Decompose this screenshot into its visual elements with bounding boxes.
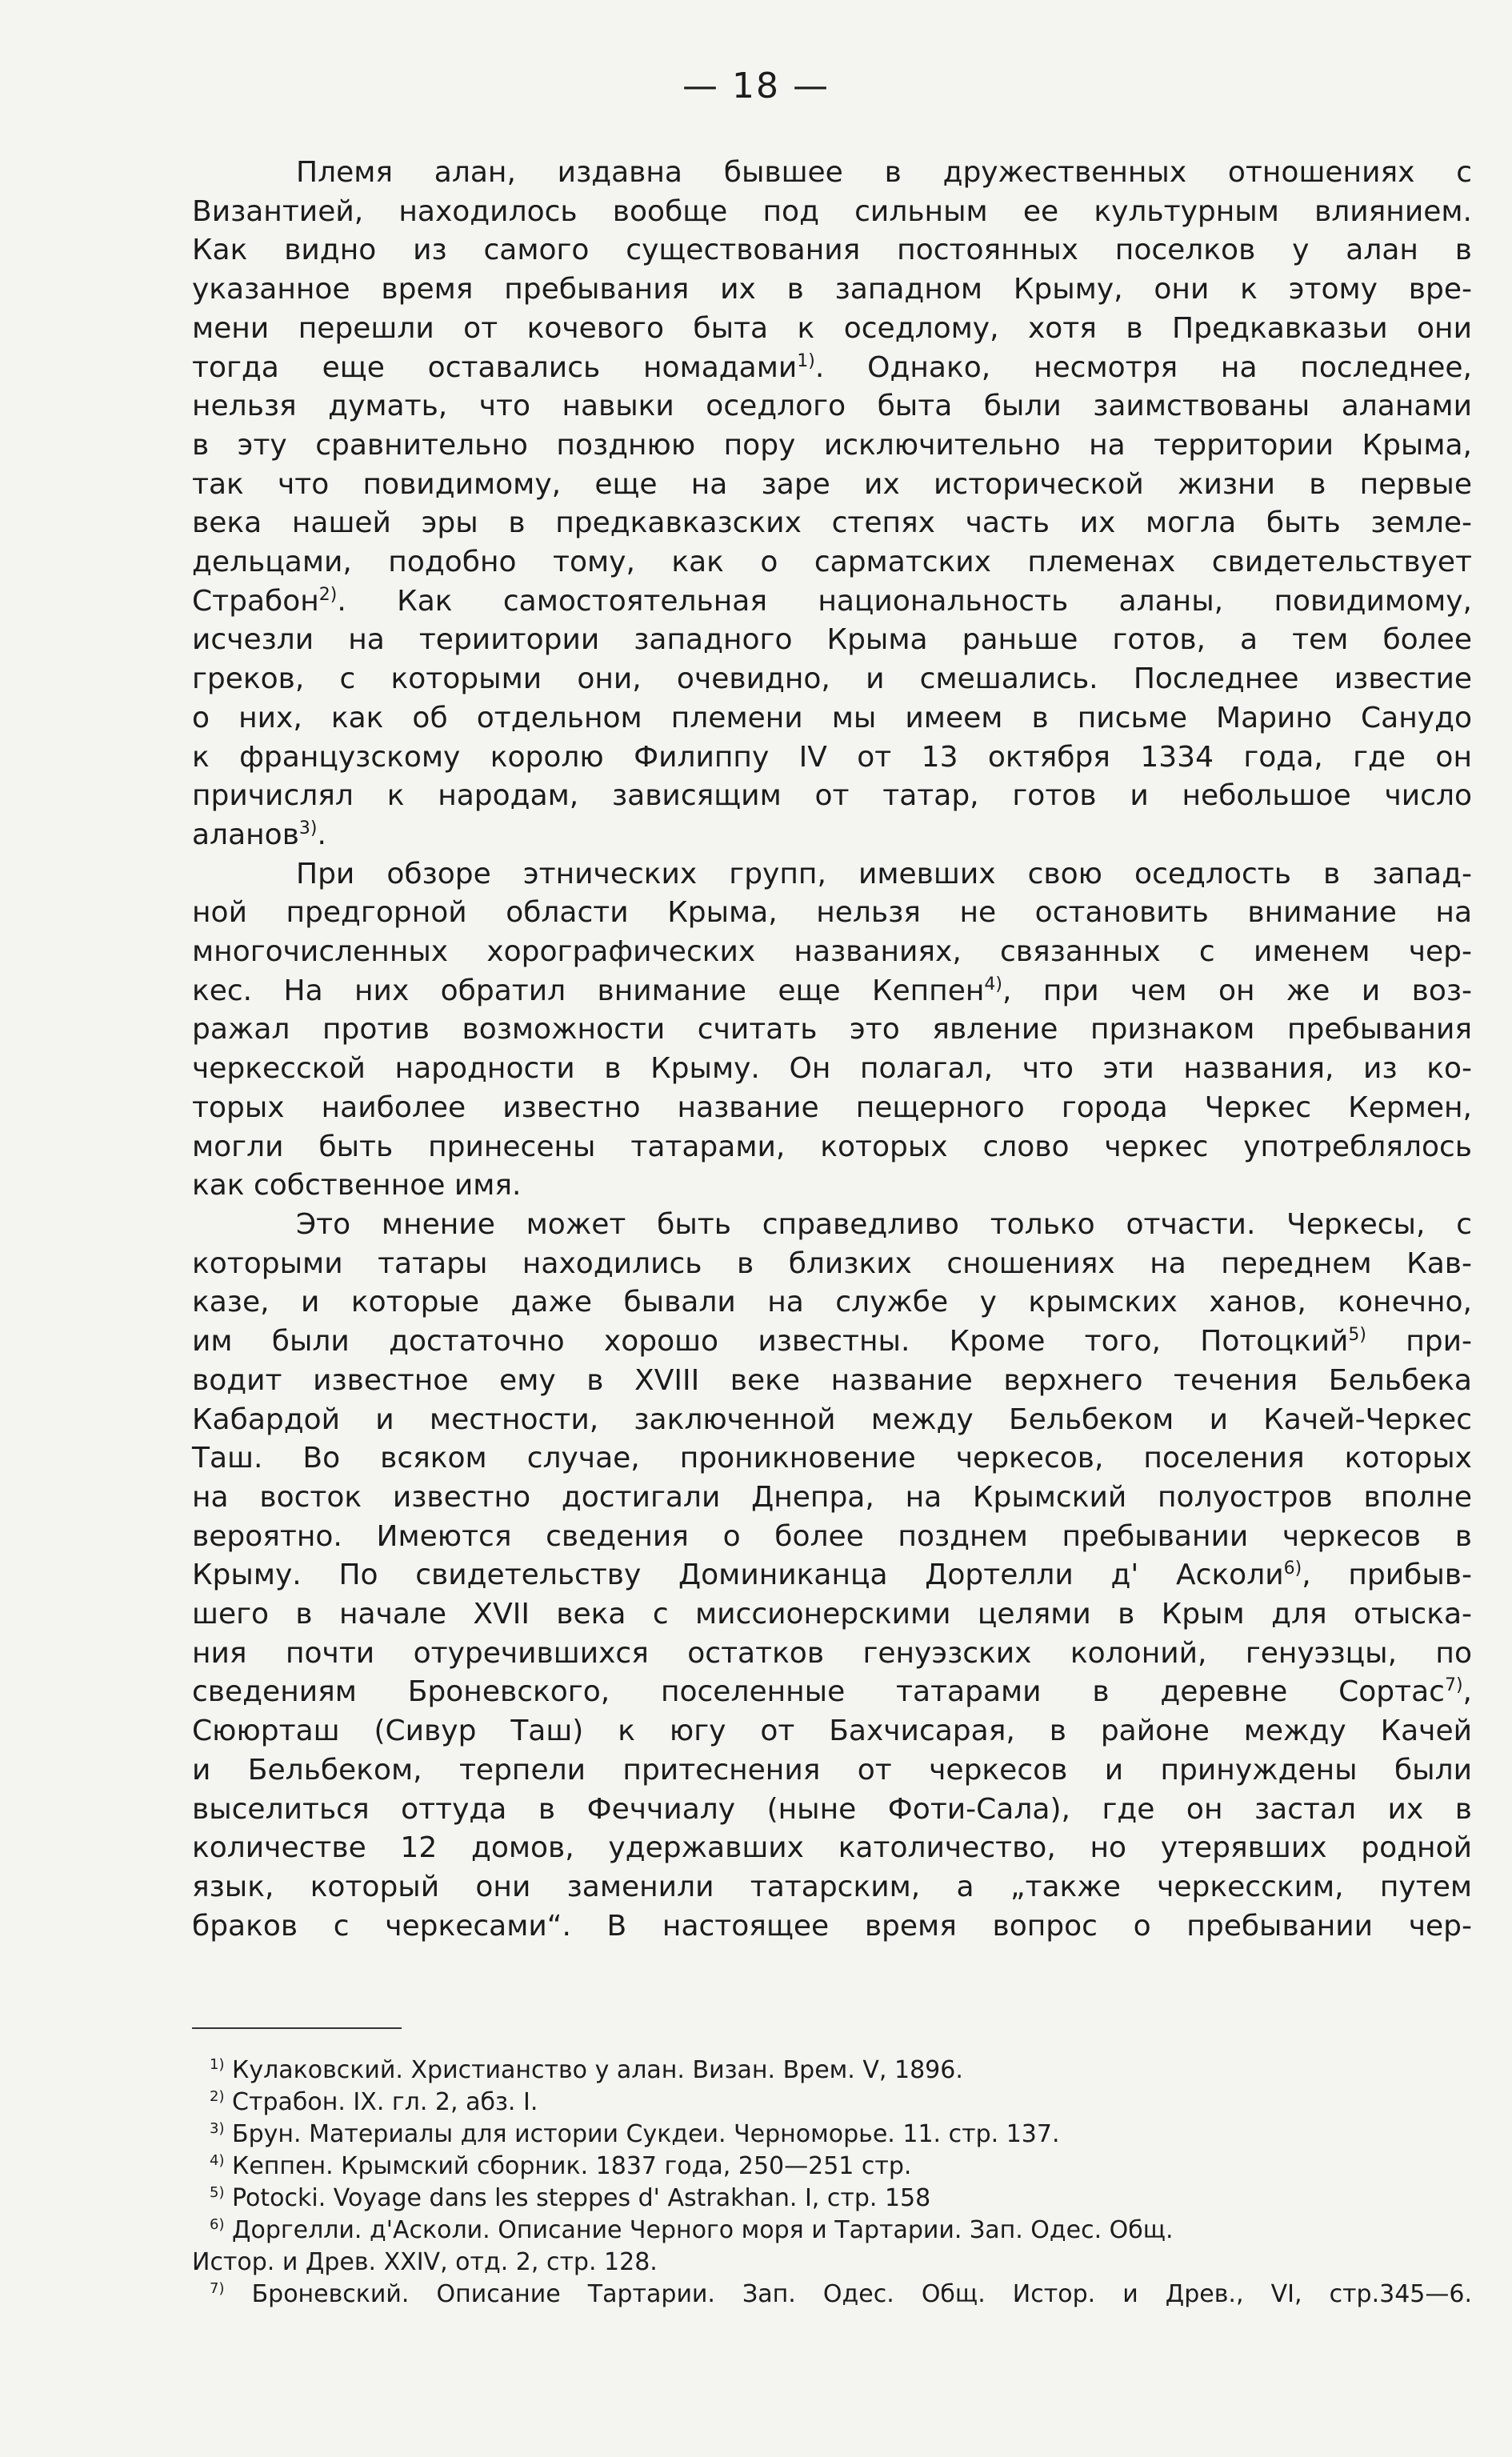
text-segment: Крыму. По свидетельству Доминиканца Дортелли д' Асколи	[192, 1559, 1284, 1592]
text-line	[192, 193, 1472, 232]
text-segment: водит известное ему в XVIII веке название верхнего течения Бельбека	[192, 1363, 1472, 1397]
text-line	[192, 777, 1472, 816]
text-line	[192, 1556, 1472, 1595]
text-line	[192, 816, 1472, 855]
footnote	[210, 2087, 1474, 2119]
text-line	[192, 1751, 1472, 1791]
text-line	[192, 543, 1472, 582]
text-line	[192, 1128, 1472, 1167]
text-line	[192, 310, 1472, 349]
text-line	[192, 504, 1472, 543]
text-line	[192, 855, 1472, 894]
text-segment: века нашей эры в предкавказских степях часть их могла быть земле-	[192, 506, 1472, 540]
footnote-ref: 5)	[1348, 1325, 1366, 1346]
footnote-ref: 7)	[1444, 1675, 1463, 1696]
text-line	[192, 1166, 1472, 1206]
text-segment: Таш. Во всяком случае, проникновение черкесов, поселения которых	[192, 1442, 1472, 1475]
footnote-ref: 1)	[797, 350, 815, 371]
footnote	[210, 2119, 1474, 2151]
footnote-number: 2)	[210, 2088, 225, 2105]
text-line	[192, 1323, 1472, 1362]
text-segment: нельзя думать, что навыки оседлого быта были заимствованы аланами	[192, 390, 1472, 423]
text-line	[192, 699, 1472, 738]
text-segment: браков с черкесами“. В настоящее время вопрос о пребывании чер-	[192, 1909, 1472, 1943]
text-line	[192, 621, 1472, 660]
footnote-ref: 2)	[318, 584, 338, 605]
text-line	[192, 660, 1472, 699]
text-line	[192, 1362, 1472, 1401]
text-segment: на восток известно достигали Днепра, на Крымский полуостров вполне	[192, 1480, 1472, 1514]
footnote-ref: 3)	[298, 818, 318, 838]
text-segment: многочисленных хорографических названиях, связанных с именем чер-	[192, 935, 1472, 969]
footnote-ref: 4)	[984, 974, 1002, 994]
text-segment: о них, как об отдельном племени мы имеем в письме Марино Санудо	[192, 701, 1472, 734]
footnote	[210, 2055, 1474, 2087]
text-line	[192, 933, 1472, 972]
text-segment: казе, и которые даже бывали на службе у крымских ханов, конечно,	[192, 1286, 1472, 1319]
text-segment: тогда еще оставались номадами	[192, 350, 798, 384]
text-line	[192, 1673, 1472, 1712]
text-segment: Племя алан, издавна бывшее в дружественных отношениях с	[296, 156, 1472, 189]
main-text	[192, 154, 1472, 1946]
text-segment: . Как самостоятельная национальность аланы, повидимому,	[337, 584, 1472, 618]
text-line	[192, 154, 1472, 193]
text-line	[192, 387, 1472, 426]
footnote-text: Брун. Материалы для истории Сукдеи. Черноморье. 11. стр. 137.	[232, 2120, 1060, 2148]
text-segment: дельцами, подобно тому, как о сарматских племенах свидетельствует	[192, 546, 1472, 579]
text-line	[192, 1439, 1472, 1479]
text-segment: греков, с которыми они, очевидно, и смешались. Последнее известие	[192, 662, 1472, 696]
footnote-text: Броневский. Описание Тартарии. Зап. Одес. Общ. Истор. и Древ., VI, стр.345—6.	[251, 2280, 1472, 2308]
text-line	[192, 1479, 1472, 1518]
text-segment: . Однако, несмотря на последнее,	[814, 350, 1472, 384]
footnote-divider	[192, 2027, 402, 2029]
footnote-number: 4)	[210, 2152, 225, 2169]
footnote-number: 3)	[210, 2120, 225, 2137]
footnote-text: Истор. и Древ. XXIV, отд. 2, стр. 128.	[192, 2248, 658, 2276]
text-segment: сведениям Броневского, поселенные татарами в деревне Сортас	[192, 1675, 1445, 1709]
text-segment: Кабардой и местности, заключенной между Бельбеком и Качей-Черкес	[192, 1403, 1472, 1436]
footnote-text: Доргелли. д'Асколи. Описание Черного моря и Тартарии. Зап. Одес. Общ.	[232, 2216, 1174, 2244]
text-line	[192, 1283, 1472, 1323]
text-line	[192, 1829, 1472, 1868]
text-segment: при-	[1366, 1325, 1473, 1359]
footnote-number: 6)	[210, 2216, 225, 2233]
text-segment: к французскому королю Филиппу IV от 13 октября 1334 года, где он	[192, 740, 1472, 774]
text-segment: вероятно. Имеются сведения о более позднем пребывании черкесов в	[192, 1519, 1472, 1553]
text-segment: .	[317, 818, 326, 851]
footnote-text: Страбон. IX. гл. 2, абз. I.	[232, 2088, 538, 2116]
text-line	[192, 894, 1472, 933]
text-segment: черкесской народности в Крыму. Он полагал, что эти названия, из ко-	[192, 1052, 1472, 1086]
text-line	[192, 582, 1472, 622]
text-segment: ной предгорной области Крыма, нельзя не остановить внимание на	[192, 896, 1472, 930]
text-line	[192, 1907, 1472, 1947]
text-segment: Византией, находилось вообще под сильным ее культурным влиянием.	[192, 194, 1472, 228]
text-line	[192, 1635, 1472, 1674]
footnote	[210, 2279, 1472, 2311]
text-segment: количестве 12 домов, удержавших католичество, но утерявших родной	[192, 1831, 1472, 1865]
text-segment: мени перешли от кочевого быта к оседлому, хотя в Предкавказьи они	[192, 311, 1472, 345]
text-segment: Сююрташ (Сивур Таш) к югу от Бахчисарая, в районе между Качей	[192, 1715, 1472, 1748]
text-segment: и Бельбеком, терпели притеснения от черкесов и принуждены были	[192, 1753, 1472, 1787]
text-line	[192, 1089, 1472, 1128]
text-line	[192, 1712, 1472, 1751]
text-segment: ражал против возможности считать это явление признаком пребывания	[192, 1013, 1472, 1046]
text-segment: ,	[1462, 1675, 1472, 1709]
text-line	[192, 1010, 1472, 1050]
text-line	[192, 1050, 1472, 1089]
text-line	[192, 1868, 1472, 1907]
text-line	[192, 972, 1472, 1011]
footnote	[192, 2247, 1474, 2279]
text-segment: могли быть принесены татарами, которых слово черкес употреблялось	[192, 1130, 1472, 1163]
footnote-number: 7)	[210, 2280, 225, 2297]
text-segment: язык, который они заменили татарским, а „также черкесским, путем	[192, 1870, 1472, 1903]
text-line	[192, 270, 1472, 310]
text-segment: аланов	[192, 818, 299, 851]
text-line	[192, 1401, 1472, 1440]
text-line	[192, 1518, 1472, 1557]
text-line	[192, 1791, 1472, 1830]
footnote-text: Кулаковский. Христианство у алан. Визан. Врем. V, 1896.	[232, 2056, 963, 2084]
text-line	[192, 349, 1472, 388]
footnote	[210, 2183, 1474, 2215]
text-segment: При обзоре этнических групп, имевших свою оседлость в запад-	[296, 857, 1472, 890]
text-line	[192, 1206, 1472, 1245]
footnote-ref: 6)	[1283, 1559, 1302, 1579]
text-line	[192, 1595, 1472, 1635]
text-segment: кес. На них обратил внимание еще Кеппен	[192, 974, 985, 1007]
page-number: — 18 —	[682, 66, 830, 106]
text-segment: им были достаточно хорошо известны. Кроме того, Потоцкий	[192, 1325, 1349, 1359]
text-segment: указанное время пребывания их в западном Крыму, они к этому вре-	[192, 273, 1472, 306]
text-line	[192, 466, 1472, 505]
footnote-number: 5)	[210, 2184, 225, 2201]
text-segment: Как видно из самого существования постоянных поселков у алан в	[192, 234, 1472, 267]
text-segment: Это мнение может быть справедливо только отчасти. Черкесы, с	[296, 1207, 1472, 1241]
text-segment: торых наиболее известно название пещерного города Черкес Кермен,	[192, 1090, 1472, 1124]
text-segment: причислял к народам, зависящим от татар, готов и небольшое число	[192, 779, 1472, 813]
footnotes	[192, 2055, 1474, 2311]
footnote-text: Potocki. Voyage dans les steppes d' Astrakhan. I, стр. 158	[232, 2184, 931, 2212]
text-segment: так что повидимому, еще на заре их исторической жизни в первые	[192, 467, 1472, 501]
footnote-text: Кеппен. Крымский сборник. 1837 года, 250—251 стр.	[232, 2152, 912, 2180]
text-line	[192, 738, 1472, 778]
text-segment: ния почти отуречившихся остатков генуэзских колоний, генуэзцы, по	[192, 1636, 1472, 1670]
text-segment: исчезли на териитории западного Крыма раньше готов, а тем более	[192, 623, 1472, 657]
text-line	[192, 426, 1472, 466]
text-segment: шего в начале XVII века с миссионерскими целями в Крым для отыска-	[192, 1598, 1472, 1631]
footnote	[210, 2215, 1474, 2247]
text-segment: , прибыв-	[1302, 1559, 1472, 1592]
text-segment: Страбон	[192, 584, 319, 618]
text-segment: как собственное имя.	[192, 1169, 522, 1202]
text-segment: в эту сравнительно позднюю пору исключительно на территории Крыма,	[192, 428, 1472, 462]
text-segment: , при чем он же и воз-	[1002, 974, 1472, 1007]
text-line	[192, 231, 1472, 270]
footnote-number: 1)	[210, 2056, 225, 2073]
text-segment: выселиться оттуда в Феччиалу (ныне Фоти-Сала), где он застал их в	[192, 1792, 1472, 1826]
footnote	[210, 2151, 1474, 2183]
text-line	[192, 1245, 1472, 1284]
text-segment: которыми татары находились в близких сношениях на переднем Кав-	[192, 1247, 1472, 1280]
